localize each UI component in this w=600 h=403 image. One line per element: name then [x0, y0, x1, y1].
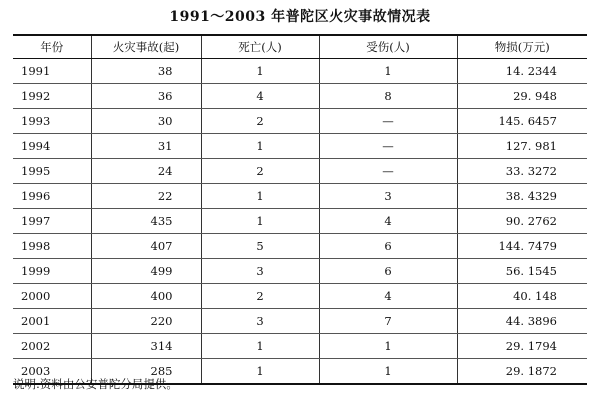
cell-fires: 22: [91, 184, 201, 209]
cell-deaths: 3: [201, 309, 319, 334]
cell-fires: 400: [91, 284, 201, 309]
cell-deaths: 1: [201, 59, 319, 84]
cell-deaths: 1: [201, 334, 319, 359]
cell-loss: 33. 3272: [457, 159, 587, 184]
cell-loss: 127. 981: [457, 134, 587, 159]
cell-year: 1993: [13, 109, 91, 134]
cell-year: 1994: [13, 134, 91, 159]
header-loss: 物损(万元): [457, 35, 587, 59]
cell-year: 2000: [13, 284, 91, 309]
cell-year: 1999: [13, 259, 91, 284]
cell-injured: 3: [319, 184, 457, 209]
cell-deaths: 1: [201, 184, 319, 209]
source-note: 说明:资料由公安普陀分局提供。: [13, 377, 178, 391]
cell-injured: 4: [319, 209, 457, 234]
cell-fires: 38: [91, 59, 201, 84]
table-row: [13, 159, 587, 184]
cell-deaths: 1: [201, 209, 319, 234]
table-row: [13, 184, 587, 209]
table-row: [13, 134, 587, 159]
cell-loss: 29. 1794: [457, 334, 587, 359]
table-body: [13, 59, 587, 385]
cell-fires: 220: [91, 309, 201, 334]
cell-deaths: 2: [201, 159, 319, 184]
fire-accident-table: [13, 34, 587, 385]
cell-injured: 8: [319, 84, 457, 109]
cell-year: 2003: [13, 359, 91, 385]
cell-fires: 435: [91, 209, 201, 234]
table-row: [13, 234, 587, 259]
cell-injured: 6: [319, 259, 457, 284]
cell-injured: 7: [319, 309, 457, 334]
cell-loss: 144. 7479: [457, 234, 587, 259]
cell-fires: 407: [91, 234, 201, 259]
cell-deaths: 3: [201, 259, 319, 284]
cell-loss: 44. 3896: [457, 309, 587, 334]
cell-year: 1996: [13, 184, 91, 209]
table-row: [13, 259, 587, 284]
cell-deaths: 2: [201, 284, 319, 309]
table-row: [13, 59, 587, 84]
cell-injured: 1: [319, 334, 457, 359]
cell-loss: 90. 2762: [457, 209, 587, 234]
cell-year: 1997: [13, 209, 91, 234]
cell-fires: 24: [91, 159, 201, 184]
table-title: 1991～2003 年普陀区火灾事故情况表: [169, 9, 431, 25]
cell-year: 2002: [13, 334, 91, 359]
table-row: [13, 334, 587, 359]
cell-fires: 31: [91, 134, 201, 159]
cell-deaths: 1: [201, 134, 319, 159]
cell-loss: 40. 148: [457, 284, 587, 309]
cell-year: 1998: [13, 234, 91, 259]
cell-year: 1991: [13, 59, 91, 84]
header-fires: 火灾事故(起): [91, 35, 201, 59]
cell-fires: 30: [91, 109, 201, 134]
cell-year: 2001: [13, 309, 91, 334]
cell-fires: 285: [91, 359, 201, 385]
cell-loss: 145. 6457: [457, 109, 587, 134]
cell-deaths: 1: [201, 359, 319, 385]
cell-fires: 499: [91, 259, 201, 284]
table-row: [13, 209, 587, 234]
cell-loss: 29. 948: [457, 84, 587, 109]
header-row: [13, 35, 587, 59]
cell-injured: —: [319, 109, 457, 134]
cell-injured: 4: [319, 284, 457, 309]
cell-year: 1995: [13, 159, 91, 184]
cell-loss: 56. 1545: [457, 259, 587, 284]
header-year: 年份: [13, 35, 91, 59]
cell-loss: 14. 2344: [457, 59, 587, 84]
table-row: [13, 309, 587, 334]
cell-fires: 314: [91, 334, 201, 359]
cell-injured: 1: [319, 59, 457, 84]
cell-injured: 1: [319, 359, 457, 385]
cell-fires: 36: [91, 84, 201, 109]
header-injured: 受伤(人): [319, 35, 457, 59]
cell-loss: 29. 1872: [457, 359, 587, 385]
table-row: [13, 109, 587, 134]
cell-deaths: 4: [201, 84, 319, 109]
cell-loss: 38. 4329: [457, 184, 587, 209]
cell-deaths: 5: [201, 234, 319, 259]
cell-injured: 6: [319, 234, 457, 259]
cell-injured: —: [319, 134, 457, 159]
header-deaths: 死亡(人): [201, 35, 319, 59]
cell-injured: —: [319, 159, 457, 184]
table-row: [13, 84, 587, 109]
cell-year: 1992: [13, 84, 91, 109]
table-row: [13, 284, 587, 309]
cell-deaths: 2: [201, 109, 319, 134]
